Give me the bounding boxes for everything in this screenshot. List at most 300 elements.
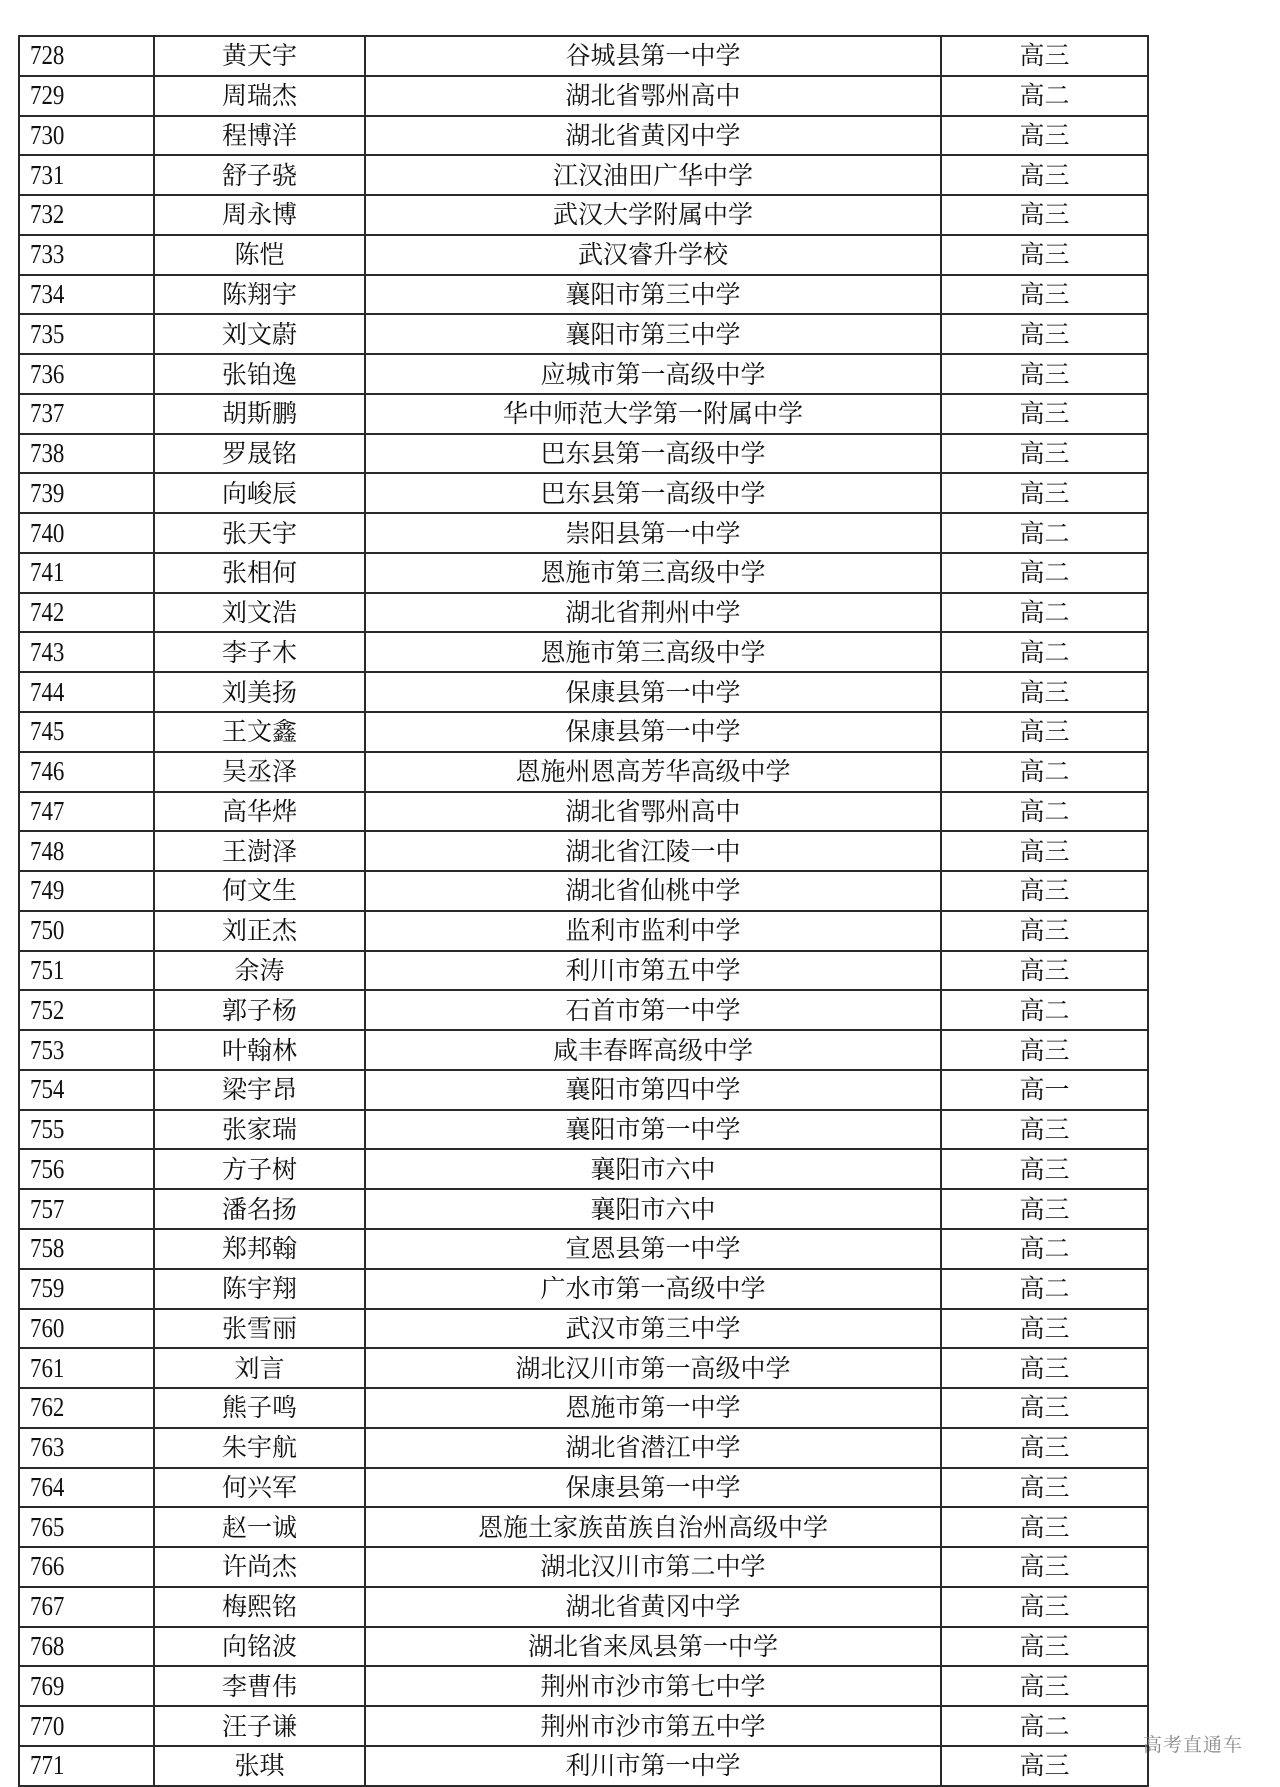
grade-cell-text: 高二 [1019,81,1070,111]
grade-cell [942,1747,1147,1785]
grade-cell-text: 高三 [1019,1035,1070,1065]
grade-cell-text: 高三 [1019,319,1070,349]
school-name-cell [366,1628,942,1666]
student-name-cell [155,872,366,910]
school-name-cell [366,514,942,552]
grade-cell [942,1469,1147,1507]
table-row [20,1588,1147,1628]
school-name-cell [366,435,942,473]
grade-cell-text: 高二 [1019,518,1070,548]
table-row [20,77,1147,117]
grade-cell [942,594,1147,632]
grade-cell [942,1150,1147,1188]
row-number-cell-text: 730 [29,119,65,150]
grade-cell-text: 高三 [1019,1552,1070,1582]
table-row [20,1707,1147,1747]
school-name-cell [366,1548,942,1586]
school-name-cell [366,554,942,592]
school-name-cell-text: 监利市监利中学 [565,916,741,946]
row-number-cell-text: 771 [29,1750,65,1781]
school-name-cell-text: 湖北省鄂州高中 [565,796,741,826]
school-name-cell-text: 湖北省黄冈中学 [565,120,741,150]
grade-cell-text: 高三 [1019,279,1070,309]
student-name-cell-text: 何兴军 [221,1472,297,1502]
row-number-cell [20,713,155,751]
row-number-cell [20,1111,155,1149]
school-name-cell [366,77,942,115]
student-name-cell [155,77,366,115]
row-number-cell [20,1270,155,1308]
row-number-cell [20,1747,155,1785]
row-number-cell-text: 742 [29,597,65,628]
student-name-cell [155,793,366,831]
row-number-cell [20,315,155,353]
grade-cell [942,1429,1147,1467]
row-number-cell [20,156,155,194]
school-name-cell [366,315,942,353]
student-name-cell [155,1469,366,1507]
row-number-cell-text: 768 [29,1631,65,1661]
school-name-cell [366,1707,942,1745]
grade-cell [942,753,1147,791]
student-name-cell [155,673,366,711]
school-name-cell [366,1150,942,1188]
school-name-cell-text: 湖北汉川市第二中学 [540,1552,766,1582]
table-row [20,1230,1147,1270]
table-row [20,1270,1147,1310]
school-name-cell-text: 湖北省来凤县第一中学 [527,1632,778,1661]
student-name-cell [155,156,366,194]
table-row [20,952,1147,992]
student-name-cell-text: 何文生 [221,876,297,906]
grade-cell-text: 高三 [1019,41,1070,71]
grade-cell-text: 高二 [1019,1274,1070,1304]
grade-cell-text: 高三 [1019,1115,1070,1145]
row-number-cell-text: 735 [29,318,65,349]
row-number-cell [20,355,155,393]
school-name-cell-text: 恩施市第三高级中学 [540,558,766,588]
student-name-cell [155,1389,366,1427]
grade-cell-text: 高三 [1019,1512,1070,1542]
table-row [20,395,1147,435]
table-row [20,1349,1147,1389]
row-number-cell-text: 734 [29,278,65,309]
row-number-cell-text: 737 [29,398,65,429]
row-number-cell [20,1190,155,1228]
student-name-cell-text: 方子树 [221,1154,297,1184]
school-name-cell-text: 宣恩县第一中学 [565,1234,741,1264]
school-name-cell-text: 石首市第一中学 [565,995,741,1025]
row-number-cell [20,236,155,274]
student-name-cell-text: 刘言 [234,1353,285,1383]
school-name-cell [366,713,942,751]
grade-cell-text: 高三 [1019,399,1070,429]
student-name-cell [155,1628,366,1666]
row-number-cell-text: 747 [29,795,65,826]
row-number-cell-text: 751 [29,954,65,985]
row-number-cell [20,1667,155,1705]
student-name-cell-text: 周瑞杰 [221,81,297,111]
row-number-cell [20,117,155,155]
school-name-cell-text: 保康县第一中学 [565,677,741,707]
grade-cell [942,673,1147,711]
row-number-cell-text: 759 [29,1273,65,1304]
row-number-cell [20,753,155,791]
grade-cell [942,37,1147,75]
school-name-cell-text: 襄阳市第三中学 [565,319,741,349]
student-name-cell [155,912,366,950]
row-number-cell-text: 744 [29,676,65,707]
school-name-cell-text: 华中师范大学第一附属中学 [502,399,803,429]
row-number-cell [20,435,155,473]
table-row [20,793,1147,833]
row-number-cell-text: 753 [29,1034,65,1065]
row-number-cell [20,1548,155,1586]
row-number-cell-text: 766 [29,1551,65,1582]
student-name-cell-text: 王澍泽 [221,836,297,866]
student-name-cell-text: 张雪丽 [221,1313,297,1343]
table-row [20,1548,1147,1588]
row-number-cell-text: 740 [29,517,65,548]
row-number-cell-text: 731 [29,159,65,190]
row-number-cell [20,793,155,831]
student-name-cell-text: 郭子杨 [221,995,297,1025]
grade-cell [942,77,1147,115]
table-row [20,1429,1147,1469]
grade-cell [942,832,1147,870]
school-name-cell-text: 湖北省潜江中学 [565,1433,741,1463]
grade-cell [942,1548,1147,1586]
row-number-cell [20,832,155,870]
grade-cell [942,236,1147,274]
school-name-cell [366,832,942,870]
student-name-cell [155,395,366,433]
school-name-cell-text: 武汉睿升学校 [577,240,728,270]
table-row [20,991,1147,1031]
grade-cell [942,395,1147,433]
row-number-cell [20,1707,155,1745]
grade-cell [942,793,1147,831]
row-number-cell [20,673,155,711]
grade-cell-text: 高三 [1019,916,1070,946]
student-name-cell [155,991,366,1029]
row-number-cell [20,77,155,115]
grade-cell-text: 高三 [1019,1472,1070,1502]
row-number-cell [20,1628,155,1666]
student-name-cell-text: 余涛 [234,955,285,985]
student-name-cell-text: 刘美扬 [221,677,297,707]
grade-cell-text: 高二 [1019,558,1070,588]
row-number-cell [20,952,155,990]
row-number-cell-text: 736 [29,358,65,389]
row-number-cell-text: 750 [29,915,65,946]
row-number-cell-text: 764 [29,1471,65,1502]
grade-cell-text: 高三 [1019,717,1070,747]
student-name-cell [155,236,366,274]
grade-cell-text: 高二 [1019,598,1070,628]
school-name-cell-text: 保康县第一中学 [565,717,741,747]
grade-cell [942,1230,1147,1268]
table-row [20,236,1147,276]
row-number-cell-text: 765 [29,1511,65,1542]
school-name-cell [366,594,942,632]
student-name-cell [155,315,366,353]
grade-cell-text: 高三 [1019,439,1070,469]
school-name-cell [366,196,942,234]
student-name-cell-text: 潘名扬 [221,1194,297,1224]
school-name-cell [366,1667,942,1705]
grade-cell-text: 高二 [1019,1711,1070,1741]
table-row [20,1628,1147,1668]
school-name-cell-text: 襄阳市六中 [590,1194,716,1224]
grade-cell [942,1071,1147,1109]
school-name-cell-text: 湖北省黄冈中学 [565,1592,741,1622]
school-name-cell-text: 襄阳市六中 [590,1154,716,1184]
school-name-cell [366,1469,942,1507]
school-name-cell [366,1190,942,1228]
roster-table [18,35,1149,1787]
student-name-cell [155,753,366,791]
row-number-cell-text: 741 [29,557,65,588]
school-name-cell-text: 保康县第一中学 [565,1472,741,1502]
school-name-cell-text: 湖北省荆州中学 [565,598,741,628]
row-number-cell [20,1588,155,1626]
row-number-cell-text: 739 [29,477,65,508]
row-number-cell-text: 733 [29,239,65,270]
grade-cell [942,554,1147,592]
school-name-cell-text: 巴东县第一高级中学 [540,439,766,469]
school-name-cell [366,633,942,671]
row-number-cell [20,1469,155,1507]
school-name-cell-text: 武汉大学附属中学 [552,200,753,230]
school-name-cell-text: 巴东县第一高级中学 [540,478,766,508]
row-number-cell [20,991,155,1029]
grade-cell-text: 高三 [1019,478,1070,508]
table-row [20,1667,1147,1707]
table-row [20,594,1147,634]
table-row [20,753,1147,793]
grade-cell-text: 高三 [1019,1313,1070,1343]
row-number-cell-text: 728 [29,40,65,71]
row-number-cell-text: 738 [29,438,65,469]
grade-cell-text: 高三 [1019,1353,1070,1383]
grade-cell-text: 高三 [1019,200,1070,230]
student-name-cell-text: 周永博 [221,200,297,230]
student-name-cell [155,713,366,751]
row-number-cell [20,1071,155,1109]
row-number-cell-text: 758 [29,1233,65,1264]
grade-cell [942,276,1147,314]
table-row [20,554,1147,594]
grade-cell [942,872,1147,910]
student-name-cell-text: 陈宇翔 [221,1274,297,1304]
student-name-cell [155,832,366,870]
row-number-cell-text: 732 [29,199,65,230]
grade-cell [942,1270,1147,1308]
grade-cell [942,952,1147,990]
row-number-cell [20,872,155,910]
row-number-cell [20,276,155,314]
student-name-cell-text: 张铂逸 [221,359,297,389]
student-name-cell-text: 许尚杰 [221,1552,297,1582]
student-name-cell-text: 罗晟铭 [221,439,297,469]
student-name-cell [155,514,366,552]
student-name-cell-text: 赵一诚 [221,1512,297,1542]
school-name-cell-text: 恩施土家族苗族自治州高级中学 [477,1512,828,1542]
school-name-cell [366,156,942,194]
row-number-cell [20,1230,155,1268]
grade-cell-text: 高三 [1019,677,1070,707]
row-number-cell-text: 749 [29,875,65,906]
grade-cell-text: 高三 [1019,1393,1070,1423]
student-name-cell-text: 刘文蔚 [221,319,297,349]
student-name-cell [155,1548,366,1586]
row-number-cell-text: 748 [29,835,65,866]
grade-cell [942,196,1147,234]
student-name-cell [155,276,366,314]
student-name-cell [155,1071,366,1109]
grade-cell-text: 高三 [1019,120,1070,150]
row-number-cell [20,1310,155,1348]
student-name-cell [155,1150,366,1188]
grade-cell [942,474,1147,512]
school-name-cell-text: 恩施州恩高芳华高级中学 [515,757,791,787]
grade-cell [942,1588,1147,1626]
student-name-cell-text: 高华烨 [221,796,297,826]
row-number-cell-text: 743 [29,636,65,667]
school-name-cell [366,1429,942,1467]
school-name-cell-text: 武汉市第三中学 [565,1313,741,1343]
row-number-cell-text: 746 [29,756,65,787]
table-row [20,315,1147,355]
school-name-cell [366,236,942,274]
school-name-cell-text: 广水市第一高级中学 [540,1274,766,1304]
student-name-cell [155,1031,366,1069]
grade-cell [942,912,1147,950]
student-name-cell-text: 胡斯鹏 [221,399,297,429]
student-name-cell-text: 朱宇航 [221,1433,297,1463]
table-row [20,474,1147,514]
grade-cell-text: 高三 [1019,240,1070,270]
student-name-cell-text: 张天宇 [221,518,297,548]
table-row [20,713,1147,753]
row-number-cell [20,554,155,592]
grade-cell-text: 高三 [1019,1433,1070,1463]
student-name-cell [155,1429,366,1467]
grade-cell [942,156,1147,194]
table-row [20,37,1147,77]
grade-cell [942,633,1147,671]
row-number-cell-text: 745 [29,716,65,747]
grade-cell-text: 高二 [1019,1234,1070,1264]
student-name-cell [155,474,366,512]
row-number-cell [20,633,155,671]
student-name-cell [155,594,366,632]
student-name-cell-text: 刘文浩 [221,598,297,628]
school-name-cell [366,1310,942,1348]
grade-cell [942,315,1147,353]
student-name-cell-text: 熊子鸣 [221,1393,297,1423]
school-name-cell-text: 襄阳市第四中学 [565,1075,741,1105]
table-row [20,1031,1147,1071]
student-name-cell [155,1667,366,1705]
school-name-cell-text: 应城市第一高级中学 [540,359,766,389]
student-name-cell [155,633,366,671]
row-number-cell-text: 757 [29,1193,65,1224]
row-number-cell [20,514,155,552]
student-name-cell [155,1588,366,1626]
grade-cell-text: 高三 [1019,876,1070,906]
school-name-cell [366,355,942,393]
student-name-cell [155,117,366,155]
grade-cell-text: 高三 [1019,160,1070,190]
student-name-cell-text: 陈翔宇 [221,279,297,309]
row-number-cell [20,1349,155,1387]
grade-cell [942,991,1147,1029]
student-name-cell [155,355,366,393]
table-row [20,872,1147,912]
school-name-cell [366,395,942,433]
student-name-cell [155,554,366,592]
school-name-cell-text: 利川市第五中学 [565,955,741,985]
school-name-cell-text: 恩施市第三高级中学 [540,637,766,667]
student-name-cell [155,952,366,990]
school-name-cell [366,793,942,831]
school-name-cell [366,1588,942,1626]
student-name-cell-text: 郑邦翰 [221,1234,297,1264]
school-name-cell [366,1747,942,1785]
grade-cell [942,713,1147,751]
table-row [20,1150,1147,1190]
grade-cell [942,1031,1147,1069]
school-name-cell [366,1230,942,1268]
grade-cell-text: 高二 [1019,757,1070,787]
table-row [20,1111,1147,1151]
watermark: 高考直通车 [1143,1734,1244,1756]
row-number-cell [20,395,155,433]
table-row [20,1071,1147,1111]
row-number-cell-text: 763 [29,1432,65,1463]
table-row [20,514,1147,554]
row-number-cell-text: 769 [29,1670,65,1701]
student-name-cell-text: 叶翰林 [221,1035,297,1065]
table-row [20,633,1147,673]
school-name-cell-text: 利川市第一中学 [565,1751,741,1781]
grade-cell [942,117,1147,155]
table-row [20,276,1147,316]
student-name-cell [155,1349,366,1387]
grade-cell-text: 高一 [1019,1075,1070,1105]
grade-cell-text: 高二 [1019,637,1070,667]
table-row [20,355,1147,395]
school-name-cell [366,991,942,1029]
student-name-cell [155,1508,366,1546]
grade-cell-text: 高三 [1019,836,1070,866]
row-number-cell [20,1508,155,1546]
school-name-cell-text: 湖北汉川市第一高级中学 [515,1353,791,1383]
school-name-cell [366,474,942,512]
row-number-cell-text: 770 [29,1710,65,1741]
school-name-cell-text: 湖北省江陵一中 [565,836,741,866]
student-name-cell [155,1747,366,1785]
student-name-cell [155,435,366,473]
grade-cell-text: 高三 [1019,1671,1070,1701]
school-name-cell [366,1111,942,1149]
table-row [20,117,1147,157]
row-number-cell-text: 762 [29,1392,65,1423]
school-name-cell-text: 恩施市第一中学 [565,1393,741,1423]
row-number-cell [20,474,155,512]
